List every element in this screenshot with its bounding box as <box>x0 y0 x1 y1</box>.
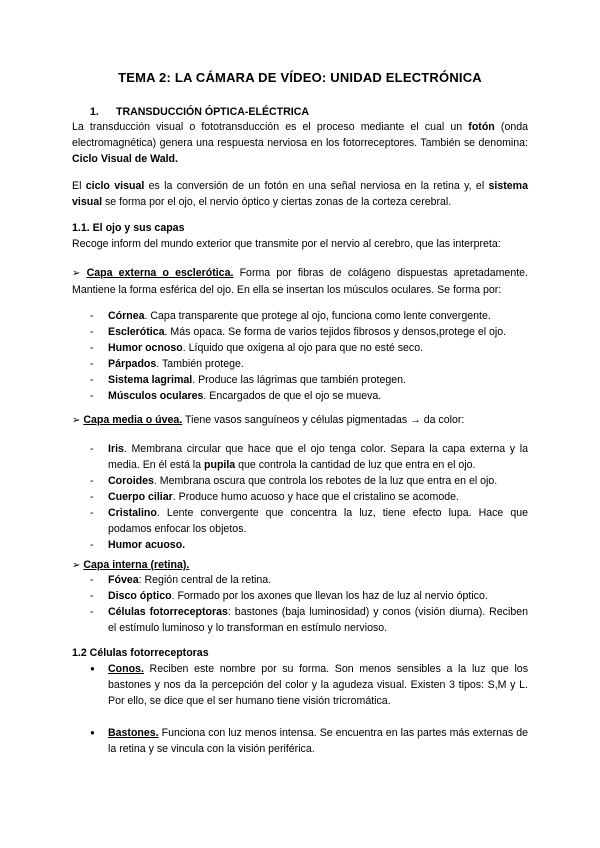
section-1-paragraph-2 <box>72 178 528 210</box>
section-1-1-heading: 1.1. El ojo y sus capas <box>72 222 185 234</box>
text-run: (onda electromagnética) genera una respuesta nerviosa en los fotorreceptores. También se denomina: <box>72 121 529 149</box>
list-item-term: Párpados <box>108 358 157 370</box>
list-item-term: Humor acuoso. <box>108 539 186 551</box>
list-item <box>72 537 528 553</box>
list-item <box>72 388 528 404</box>
list-item <box>72 661 528 709</box>
capa-externa-text: Forma por fibras de colágeno dispuestas apretadamente. Mantiene la forma esférica del ojo. En ella se insertan los músculos oculares. Se forma por: <box>72 267 528 296</box>
list-item-text: Funciona con luz menos intensa. Se encuentra en las partes más externas de la retina y se vincula con la visión periférica. <box>108 727 528 755</box>
section-1-title: TRANSDUCCIÓN ÓPTICA-ELÉCTRICA <box>116 106 310 118</box>
capa-externa-paragraph <box>72 265 528 298</box>
list-item <box>72 324 528 340</box>
list-item-text: . Membrana oscura que controla los rebotes de la luz que entra en el ojo. <box>153 475 498 487</box>
list-item-term: Córnea <box>108 310 145 322</box>
capa-media-list <box>72 441 528 553</box>
list-item-term: Células fotorreceptoras <box>108 606 228 618</box>
fotorreceptoras-list <box>72 661 528 757</box>
section-1-paragraph-1 <box>72 119 528 167</box>
list-item-text: que controla la cantidad de luz que entra en el ojo. <box>235 459 476 471</box>
list-item-text: . Membrana circular que hace que el ojo tenga color. Separa la capa externa y la media. En él está la <box>108 443 528 471</box>
arrow-bullet-icon: ➢ <box>72 268 81 279</box>
list-item <box>72 725 528 757</box>
list-item-term: Conos. <box>108 663 144 675</box>
text-run: La transducción visual o fototransducción es el proceso mediante el cual un <box>72 121 469 133</box>
list-item-text: . Encargados de que el ojo se mueva. <box>203 390 382 402</box>
capa-interna-title: Capa interna (retina). <box>83 559 190 571</box>
list-item-text: : Región central de la retina. <box>138 574 272 586</box>
list-item-text: . Produce las lágrimas que también protegen. <box>192 374 406 386</box>
arrow-bullet-icon: ➢ <box>72 415 81 426</box>
list-item-text: . Lente convergente que concentra la luz, tiene efecto lupa. Hace que podamos enfocar los objetos. <box>108 507 528 535</box>
term-ciclo-wald: Ciclo Visual de Wald. <box>72 153 178 165</box>
list-item-term: Disco óptico <box>108 590 172 602</box>
list-item-text: . Líquido que oxigena al ojo para que no esté seco. <box>182 342 424 354</box>
list-item <box>72 489 528 505</box>
section-1-heading <box>72 104 528 120</box>
list-item-term: Músculos oculares <box>108 390 204 402</box>
list-item-text: Reciben este nombre por su forma. Son menos sensibles a la luz que los bastones y nos da la percepción del color y la agudeza visual. Existen 3 tipos: S,M y L. Por ello, se dice que el ser humano tiene visión tricromática. <box>108 663 528 707</box>
list-item-term: Cuerpo ciliar <box>108 491 173 503</box>
list-item <box>72 572 528 588</box>
list-item <box>72 505 528 537</box>
list-item-term: pupila <box>204 459 236 471</box>
list-item <box>72 441 528 473</box>
list-item-term: Cristalino <box>108 507 157 519</box>
list-item-term: Sistema lagrimal <box>108 374 193 386</box>
document-title: TEMA 2: LA CÁMARA DE VÍDEO: UNIDAD ELECTRÓNICA <box>118 70 482 85</box>
capa-media-text: Tiene vasos sanguíneos y células pigmentadas → da color: <box>182 414 465 426</box>
list-item <box>72 473 528 489</box>
list-item-text: . Capa transparente que protege al ojo, funciona como lente convergente. <box>144 310 491 322</box>
list-item-text: . Más opaca. Se forma de varios tejidos fibrosos y densos,protege el ojo. <box>164 326 507 338</box>
list-item-text: . Produce humo acuoso y hace que el cristalino se acomode. <box>172 491 459 503</box>
capa-media-title: Capa media o úvea. <box>83 414 183 426</box>
capa-media-paragraph <box>72 412 528 429</box>
list-item-term: Bastones. <box>108 727 159 739</box>
term-ciclo-visual: ciclo visual <box>85 180 145 192</box>
capa-interna-list <box>72 572 528 636</box>
capa-externa-list <box>72 308 528 404</box>
list-item <box>72 604 528 636</box>
section-1-number: 1. <box>90 106 99 118</box>
section-1-1-intro: Recoge inform del mundo exterior que transmite por el nervio al cerebro, que las interpreta: <box>72 238 501 250</box>
list-item <box>72 588 528 604</box>
text-run: se forma por el ojo, el nervio óptico y ciertas zonas de la corteza cerebral. <box>102 196 452 208</box>
list-item-term: Humor ocnoso <box>108 342 183 354</box>
list-item-term: Coroides <box>108 475 154 487</box>
list-item-text: : bastones (baja luminosidad) y conos (visión diurna). Reciben el estímulo luminoso y lo transforman en estímulo nervioso. <box>108 606 528 634</box>
list-item <box>72 356 528 372</box>
list-item-term: Esclerótica <box>108 326 165 338</box>
list-item-text: . También protege. <box>156 358 244 370</box>
list-item <box>72 308 528 324</box>
arrow-bullet-icon: ➢ <box>72 560 81 571</box>
list-item <box>72 372 528 388</box>
term-foton: fotón <box>468 121 495 133</box>
list-item-text: . Formado por los axones que llevan los haz de luz al nervio óptico. <box>171 590 488 602</box>
term-sistema-visual: sistema visual <box>72 180 528 208</box>
list-item-term: Fóvea <box>108 574 139 586</box>
list-item-term: Iris <box>108 443 124 455</box>
capa-externa-title: Capa externa o esclerótica. <box>86 267 234 279</box>
list-item <box>72 340 528 356</box>
text-run: El <box>72 180 86 192</box>
section-1-2-heading: 1.2 Células fotorreceptoras <box>72 647 209 659</box>
text-run: es la conversión de un fotón en una señal nerviosa en la retina y, el <box>144 180 489 192</box>
